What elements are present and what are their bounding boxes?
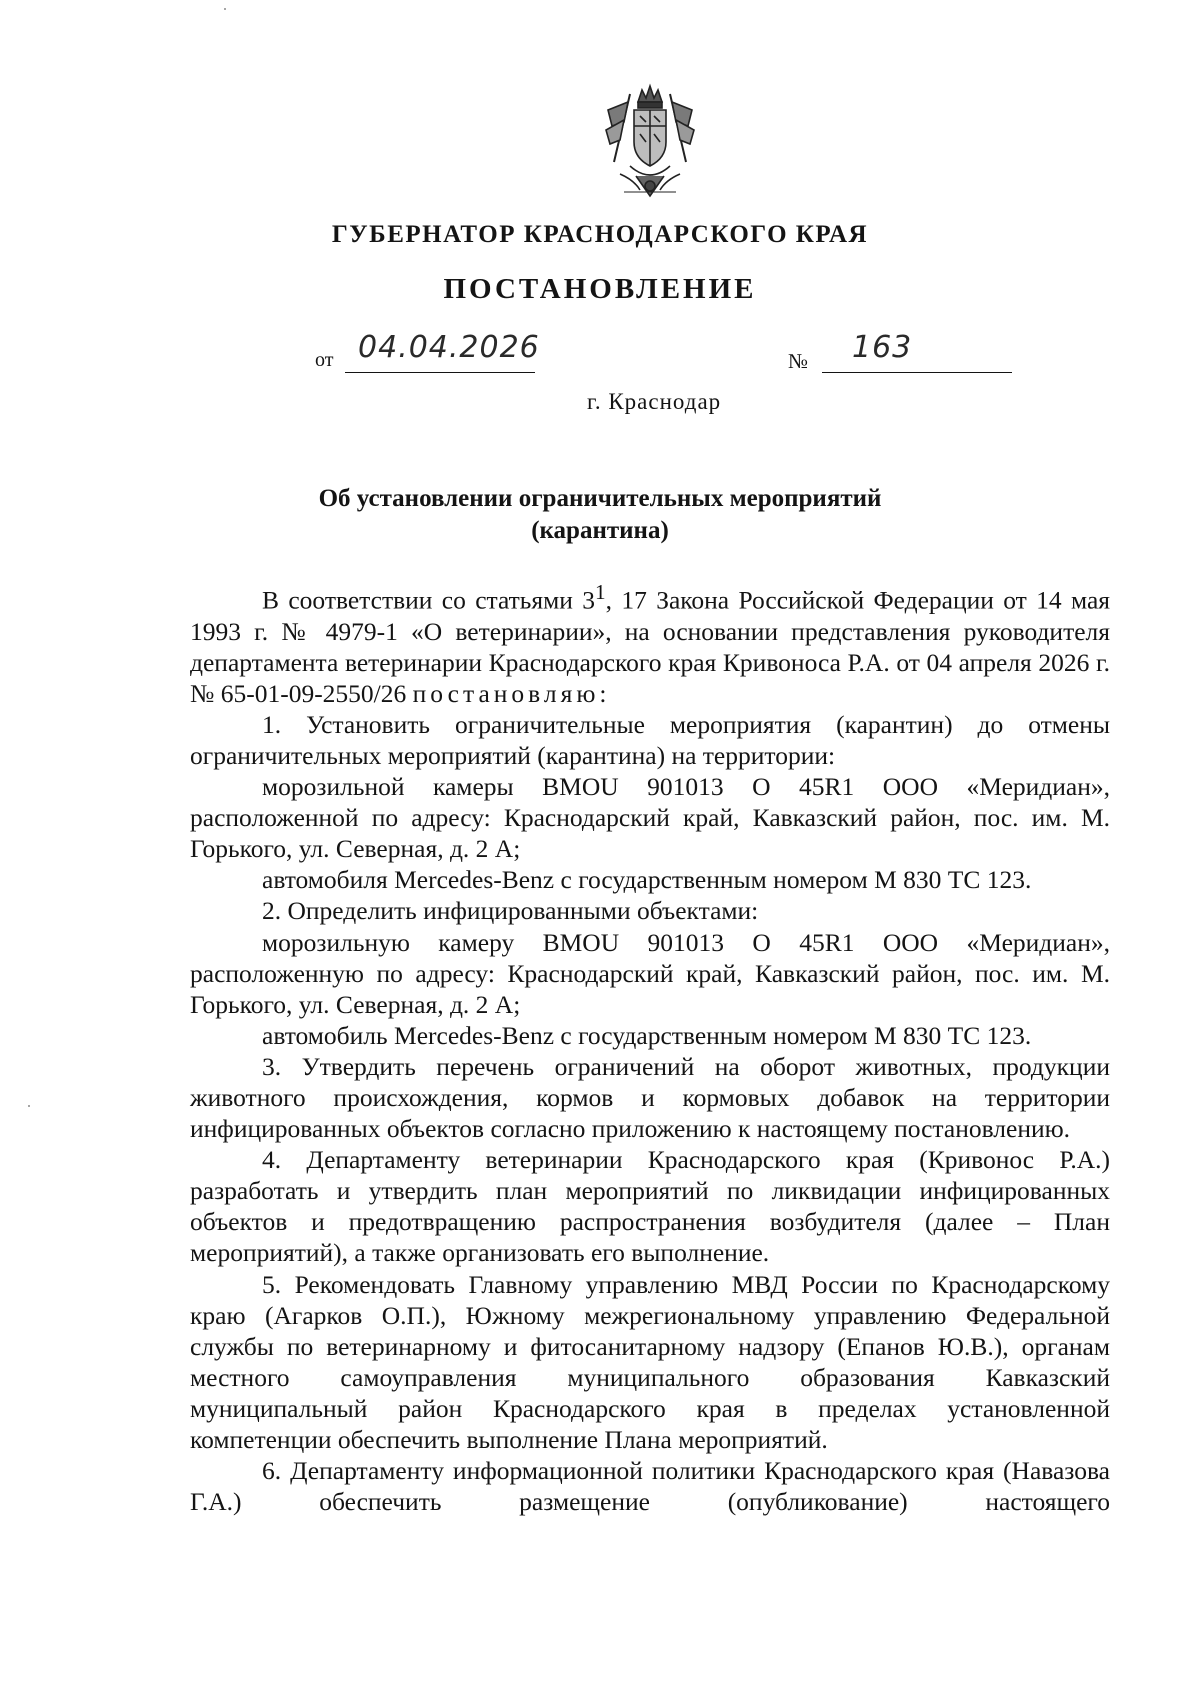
- intro-paragraph: [190, 577, 1110, 709]
- decree-word: постановляю:: [412, 678, 611, 708]
- paragraph-5: 5. Рекомендовать Главному управлению МВД России по Краснодарскому краю (Агарков О.П.), Южному межрегиональному управлению Федеральной службы по ветеринарному и фитосанитарному надзору (Епанов Ю.В.), органам местного самоуправления муниципального образования Кавказский муниципальный район Краснодарского края в пределах установленной компетенции обеспечить выполнение Плана мероприятий.: [190, 1269, 1110, 1455]
- handwritten-date: 04.04.2026: [358, 330, 540, 365]
- city: г. Краснодар: [587, 389, 722, 414]
- intro-text-b: , 17 Закона Российской Федерации от 14 мая 1993 г. № 4979-1 «О ветеринарии», на основании представления руководителя департамента ветеринарии Краснодарского края Кривоноса Р.А. от 04 апреля 2026 г. № 65-01-09-2550/26: [190, 585, 1110, 708]
- scan-artifact: [224, 8, 226, 10]
- paragraph-1: 1. Установить ограничительные мероприятия (карантин) до отмены ограничительных мероприятий (карантина) на территории:: [190, 709, 1110, 770]
- paragraph-2: 2. Определить инфицированными объектами:: [262, 896, 759, 926]
- intro-text-a: В соответствии со статьями 3: [262, 585, 596, 615]
- document-title: [0, 483, 1200, 547]
- intro-superscript: 1: [595, 580, 606, 604]
- document-type: ПОСТАНОВЛЕНИЕ: [443, 273, 757, 305]
- coat-of-arms-emblem: [600, 80, 700, 204]
- date-prefix: от: [315, 349, 334, 371]
- scan-artifact: [28, 1105, 30, 1107]
- document-body: [190, 577, 1110, 1517]
- title-line-2: (карантина): [531, 517, 669, 544]
- paragraph-6: 6. Департаменту информационной политики Краснодарского края (Навазова Г.А.) обеспечить размещение (опубликование) настоящего: [190, 1456, 1110, 1517]
- number-prefix: №: [788, 349, 809, 373]
- paragraph-3: 3. Утвердить перечень ограничений на оборот животных, продукции животного происхождения, кормов и кормовых добавок на территории инфицированных объектов согласно приложению к настоящему постановлению.: [190, 1051, 1110, 1144]
- paragraph-1-item-1: морозильной камеры BMOU 901013 O 45R1 ООО «Меридиан», расположенной по адресу: Краснодарский край, Кавказский район, пос. им. М. Горького, ул. Северная, д. 2 А;: [190, 772, 1110, 864]
- title-line-1: Об установлении ограничительных мероприятий: [318, 485, 882, 512]
- number-underline: [822, 372, 1012, 373]
- paragraph-1-item-2: автомобиля Mercedes-Benz с государственным номером М 830 ТС 123.: [262, 865, 1032, 895]
- paragraph-2-item-2: автомобиль Mercedes-Benz с государственным номером М 830 ТС 123.: [262, 1020, 1032, 1050]
- date-underline: [345, 372, 535, 373]
- handwritten-number: 163: [852, 330, 913, 365]
- issuing-authority: ГУБЕРНАТОР КРАСНОДАРСКОГО КРАЯ: [331, 221, 869, 248]
- paragraph-2-item-1: морозильную камеру BMOU 901013 O 45R1 ООО «Меридиан», расположенную по адресу: Краснодарский край, Кавказский район, пос. им. М. Горького, ул. Северная, д. 2 А;: [190, 927, 1110, 1019]
- paragraph-4: 4. Департаменту ветеринарии Краснодарского края (Кривонос Р.А.) разработать и утвердить план мероприятий по ликвидации инфицированных объектов и предотвращению распространения возбудителя (далее – План мероприятий), а также организовать его выполнение.: [190, 1145, 1110, 1268]
